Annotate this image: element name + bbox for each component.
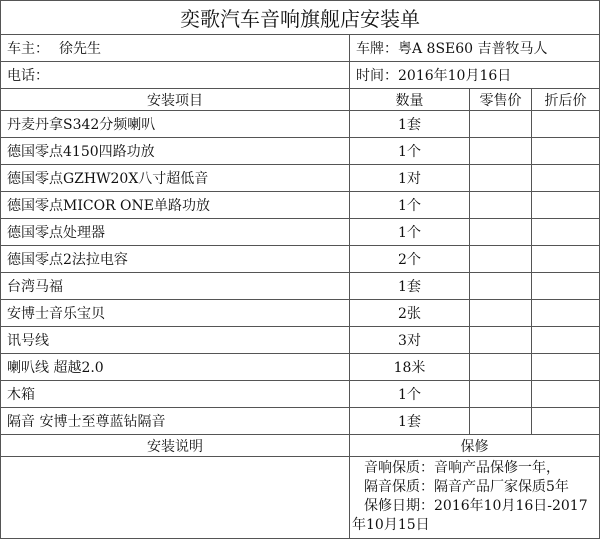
- item-retail: [469, 300, 531, 326]
- item-discount: [531, 192, 599, 218]
- item-name: 德国零点处理器: [7, 225, 105, 241]
- owner-row: [1, 35, 599, 62]
- warranty-line: 隔音保质：隔音产品厂家保质5年: [364, 479, 569, 495]
- item-retail: [469, 165, 531, 191]
- header-discount: 折后价: [531, 89, 599, 110]
- table-row: [1, 246, 599, 273]
- notes-body-row: [1, 457, 599, 538]
- item-name: 木箱: [7, 387, 35, 403]
- owner-cell: [1, 35, 349, 61]
- table-row: [1, 273, 599, 300]
- item-name: 讯号线: [7, 333, 49, 349]
- plate-cell: [349, 35, 599, 61]
- owner-label: 车主：: [7, 41, 49, 57]
- item-discount: [531, 111, 599, 137]
- table-header-row: [1, 89, 599, 111]
- phone-cell: [1, 62, 349, 88]
- item-qty: 1个: [349, 138, 469, 164]
- item-name: 隔音 安博士至尊蓝钻隔音: [7, 414, 166, 430]
- item-discount: [531, 165, 599, 191]
- table-row: [1, 138, 599, 165]
- item-name: 德国零点GZHW20X八寸超低音: [7, 171, 209, 187]
- table-row: [1, 354, 599, 381]
- item-qty: 2个: [349, 246, 469, 272]
- time-label: 时间：: [356, 68, 398, 84]
- phone-label: 电话：: [7, 68, 49, 84]
- table-row: [1, 111, 599, 138]
- table-row: [1, 327, 599, 354]
- warranty-label: 保修: [349, 435, 599, 456]
- item-name: 德国零点4150四路功放: [7, 144, 155, 160]
- table-row: [1, 192, 599, 219]
- item-discount: [531, 300, 599, 326]
- plate-value: 粤A 8SE60 吉普牧马人: [398, 41, 548, 57]
- item-qty: 1套: [349, 111, 469, 137]
- item-retail: [469, 273, 531, 299]
- item-qty: 3对: [349, 327, 469, 353]
- item-discount: [531, 381, 599, 407]
- install-notes-cell: [1, 457, 349, 538]
- time-value: 2016年10月16日: [398, 68, 512, 84]
- item-name: 喇叭线 超越2.0: [7, 360, 104, 376]
- header-retail: 零售价: [469, 89, 531, 110]
- item-retail: [469, 192, 531, 218]
- item-discount: [531, 138, 599, 164]
- warranty-line: 音响保质：音响产品保修一年，: [364, 460, 560, 476]
- item-discount: [531, 219, 599, 245]
- item-qty: 1个: [349, 381, 469, 407]
- item-qty: 1套: [349, 273, 469, 299]
- item-retail: [469, 246, 531, 272]
- item-qty: 1个: [349, 219, 469, 245]
- item-retail: [469, 138, 531, 164]
- install-notes-label: 安装说明: [147, 438, 203, 455]
- item-qty: 18米: [349, 354, 469, 380]
- item-discount: [531, 327, 599, 353]
- warranty-text: [350, 459, 600, 535]
- title-row: [1, 1, 599, 35]
- item-retail: [469, 381, 531, 407]
- item-qty: 1个: [349, 192, 469, 218]
- warranty-line: 年10月15日: [352, 517, 430, 533]
- item-discount: [531, 273, 599, 299]
- item-retail: [469, 219, 531, 245]
- notes-header-row: [1, 435, 599, 457]
- time-cell: [349, 62, 599, 88]
- header-item: 安装项目: [147, 92, 203, 109]
- item-qty: 1套: [349, 408, 469, 434]
- table-row: [1, 300, 599, 327]
- header-qty: 数量: [349, 89, 469, 110]
- sheet-title: 奕歌汽车音响旗舰店安装单: [180, 7, 420, 31]
- item-discount: [531, 354, 599, 380]
- plate-label: 车牌：: [356, 41, 398, 57]
- item-name: 德国零点MICOR ONE单路功放: [7, 198, 210, 214]
- item-retail: [469, 354, 531, 380]
- item-retail: [469, 327, 531, 353]
- table-row: [1, 381, 599, 408]
- item-discount: [531, 408, 599, 434]
- table-row: [1, 165, 599, 192]
- item-retail: [469, 111, 531, 137]
- warranty-cell: [349, 457, 599, 538]
- item-name: 德国零点2法拉电容: [7, 252, 128, 268]
- warranty-line: 保修日期：2016年10月16日-2017: [364, 498, 588, 514]
- item-qty: 2张: [349, 300, 469, 326]
- phone-row: [1, 62, 599, 89]
- owner-name: 徐先生: [59, 41, 101, 57]
- item-retail: [469, 408, 531, 434]
- item-discount: [531, 246, 599, 272]
- item-qty: 1对: [349, 165, 469, 191]
- item-name: 丹麦丹拿S342分频喇叭: [7, 117, 156, 133]
- item-name: 安博士音乐宝贝: [7, 306, 105, 322]
- item-name: 台湾马福: [7, 279, 63, 295]
- table-row: [1, 219, 599, 246]
- table-row: [1, 408, 599, 435]
